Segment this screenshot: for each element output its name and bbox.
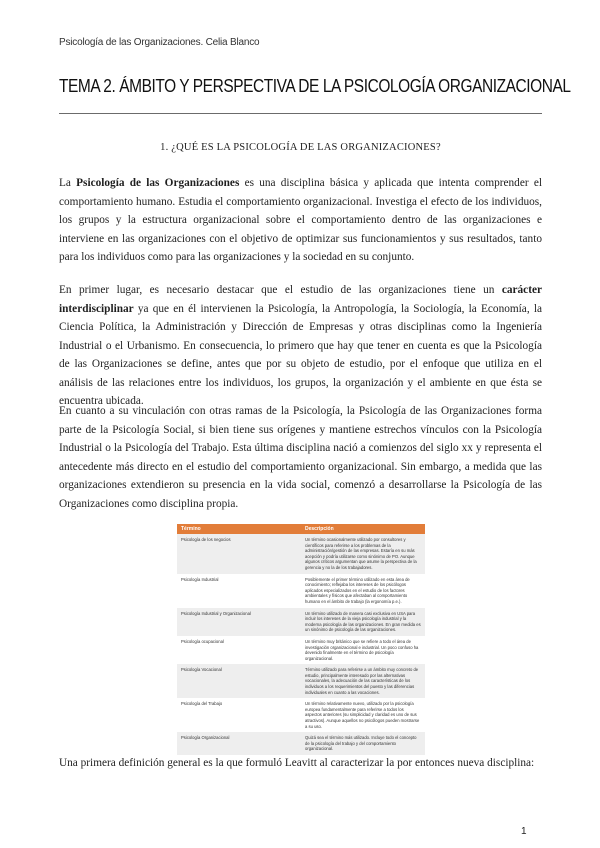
title-divider bbox=[59, 113, 542, 114]
table-row bbox=[177, 732, 425, 755]
page-title: TEMA 2. ÁMBITO Y PERSPECTIVA DE LA PSICOLOGÍA ORGANIZACIONAL bbox=[59, 76, 571, 96]
table-header-term: Término bbox=[177, 524, 301, 534]
table-cell-term: Psicología del Trabajo bbox=[181, 701, 223, 707]
table-cell-term: Psicología Industrial y Organizacional bbox=[177, 608, 301, 636]
paragraph-interdisciplinary bbox=[59, 281, 542, 411]
paragraph-interdisciplinary-start: En primer lugar, es necesario destacar que el estudio de las organizaciones tiene un bbox=[59, 284, 502, 296]
terms-table bbox=[177, 524, 425, 755]
table-cell-description: Un término utilizado de manera casi exclusiva en USA para incluir los intereses de la vieja psicología industrial y la moderna psicología de las organizaciones. En gran medida es un sinónimo de psicología de las organizaciones. bbox=[301, 608, 425, 636]
table-cell-term: Psicología Organizacional bbox=[177, 732, 301, 755]
table-cell-description: Un término muy británico que se refiere a todo el área de investigación organizacional e industrial. Un poco confuso ha devenido finalmente en el término de psicología organizacional. bbox=[305, 638, 419, 661]
table-cell-description: Quizá sea el término más utilizado. Incluye todo el concepto de la psicología del trabajo y del comportamiento organizacional. bbox=[301, 732, 425, 755]
table-cell-term: Psicología ocupacional bbox=[181, 638, 224, 644]
table-cell-term: Psicología de los negocios bbox=[177, 534, 301, 574]
table-cell-term: Psicología Vocacional bbox=[177, 664, 301, 698]
table-row bbox=[177, 608, 425, 636]
table-row bbox=[177, 534, 425, 574]
paragraph-definition-start: La bbox=[59, 177, 77, 189]
running-header: Psicología de las Organizaciones. Celia Blanco bbox=[59, 37, 260, 48]
section-heading: 1. ¿QUÉ ES LA PSICOLOGÍA DE LAS ORGANIZACIONES? bbox=[160, 142, 441, 153]
paragraph-origins: En cuanto a su vinculación con otras ramas de la Psicología, la Psicología de las Organizaciones forma parte de la Psicología Social, si bien tiene sus orígenes y mantiene estrechos vínculos con la Psicología Industrial o la Psicología del Trabajo. Esta última disciplina nació a comienzos del siglo xx y representa el antecedente más directo en el estudio del comportamiento organizacional. Sin embargo, a medida que las organizaciones extendieron su presencia en la vida social, comenzó a desarrollarse la Psicología de las Organizaciones como disciplina propia. bbox=[59, 405, 542, 510]
paragraph-interdisciplinary-bold: carácter interdisciplinar bbox=[59, 284, 542, 315]
table-cell-description: Término utilizado para referirse a un ámbito muy concreto de estudio, principalmente interesado por las alternativas vocacionales, la adecuación de las características de los individuos a los requerimientos del puesto y las diferencias individuales en cuanto a las vocaciones. bbox=[301, 664, 425, 698]
paragraph-interdisciplinary-rest: ya que en él intervienen la Psicología, la Antropología, la Sociología, la Economía, la Ciencia Política, la Administración y Dirección de Empresas y otras disciplinas como la Ingeniería Industrial o el Urbanismo. En consecuencia, lo primero que hay que tener en cuenta es que la Psicología de las Organizaciones se define, antes que por su objeto de estudio, por el enfoque que utiliza en el análisis de las relaciones entre los individuos, los grupos, la organización y el ambiente en que ésta se encuentra ubicada. bbox=[59, 302, 542, 407]
table-row bbox=[177, 636, 425, 664]
table-row bbox=[177, 698, 425, 732]
paragraph-definition bbox=[59, 174, 542, 267]
page-number: 1 bbox=[521, 826, 527, 837]
paragraph-definition-bold: Psicología de las Organizaciones bbox=[76, 177, 240, 189]
table-row bbox=[177, 664, 425, 698]
table-row bbox=[177, 574, 425, 608]
table-cell-term: Psicología Industrial bbox=[181, 576, 219, 582]
table-cell-description: Un término ocasionalmente utilizado por consultores y científicos para referirse a los problemas de la administración/gestión de las empresas. Estaría en su más acepción y podría utilizarse como sinónimo de PO. Aunque algunos críticos argumentan que asume la perspectiva de la gerencia y no la de los trabajadores. bbox=[301, 534, 425, 574]
closing-line: Una primera definición general es la que formuló Leavitt al caracterizar la por entonces nueva disciplina: bbox=[59, 757, 535, 769]
table-cell-description: Un término relativamente nuevo, utilizado por la psicología europea fundamentalmente para referirse a todos los aspectos anteriores (su simplicidad y claridad es uno de sus atractivos). Aunque aquellos no psicólogos pueden mostrarse a su uso. bbox=[305, 701, 420, 729]
paragraph-definition-rest: es una disciplina básica y aplicada que intenta comprender el comportamiento humano. Estudia el comportamiento organizacional. Investiga el efecto de los individuos, los grupos y la estructura organizacional sobre el comportamiento dentro de las organizaciones e interviene en las organizaciones con el objetivo de optimizar sus funcionamientos y sus resultados, tanto para los individuos como para las organizaciones y la sociedad en su conjunto. bbox=[59, 177, 542, 263]
table-cell-description: Posiblemente el primer término utilizado en esta área de conocimiento; reflejaba los intereses de los psicólogos aplicados especializados en el estudio de los factores ambientales y físicos que afectaban al comportamiento humano en el ámbito de trabajo (la ergonomía p.e.). bbox=[305, 576, 410, 604]
table-header-description: Descripción bbox=[301, 524, 425, 534]
